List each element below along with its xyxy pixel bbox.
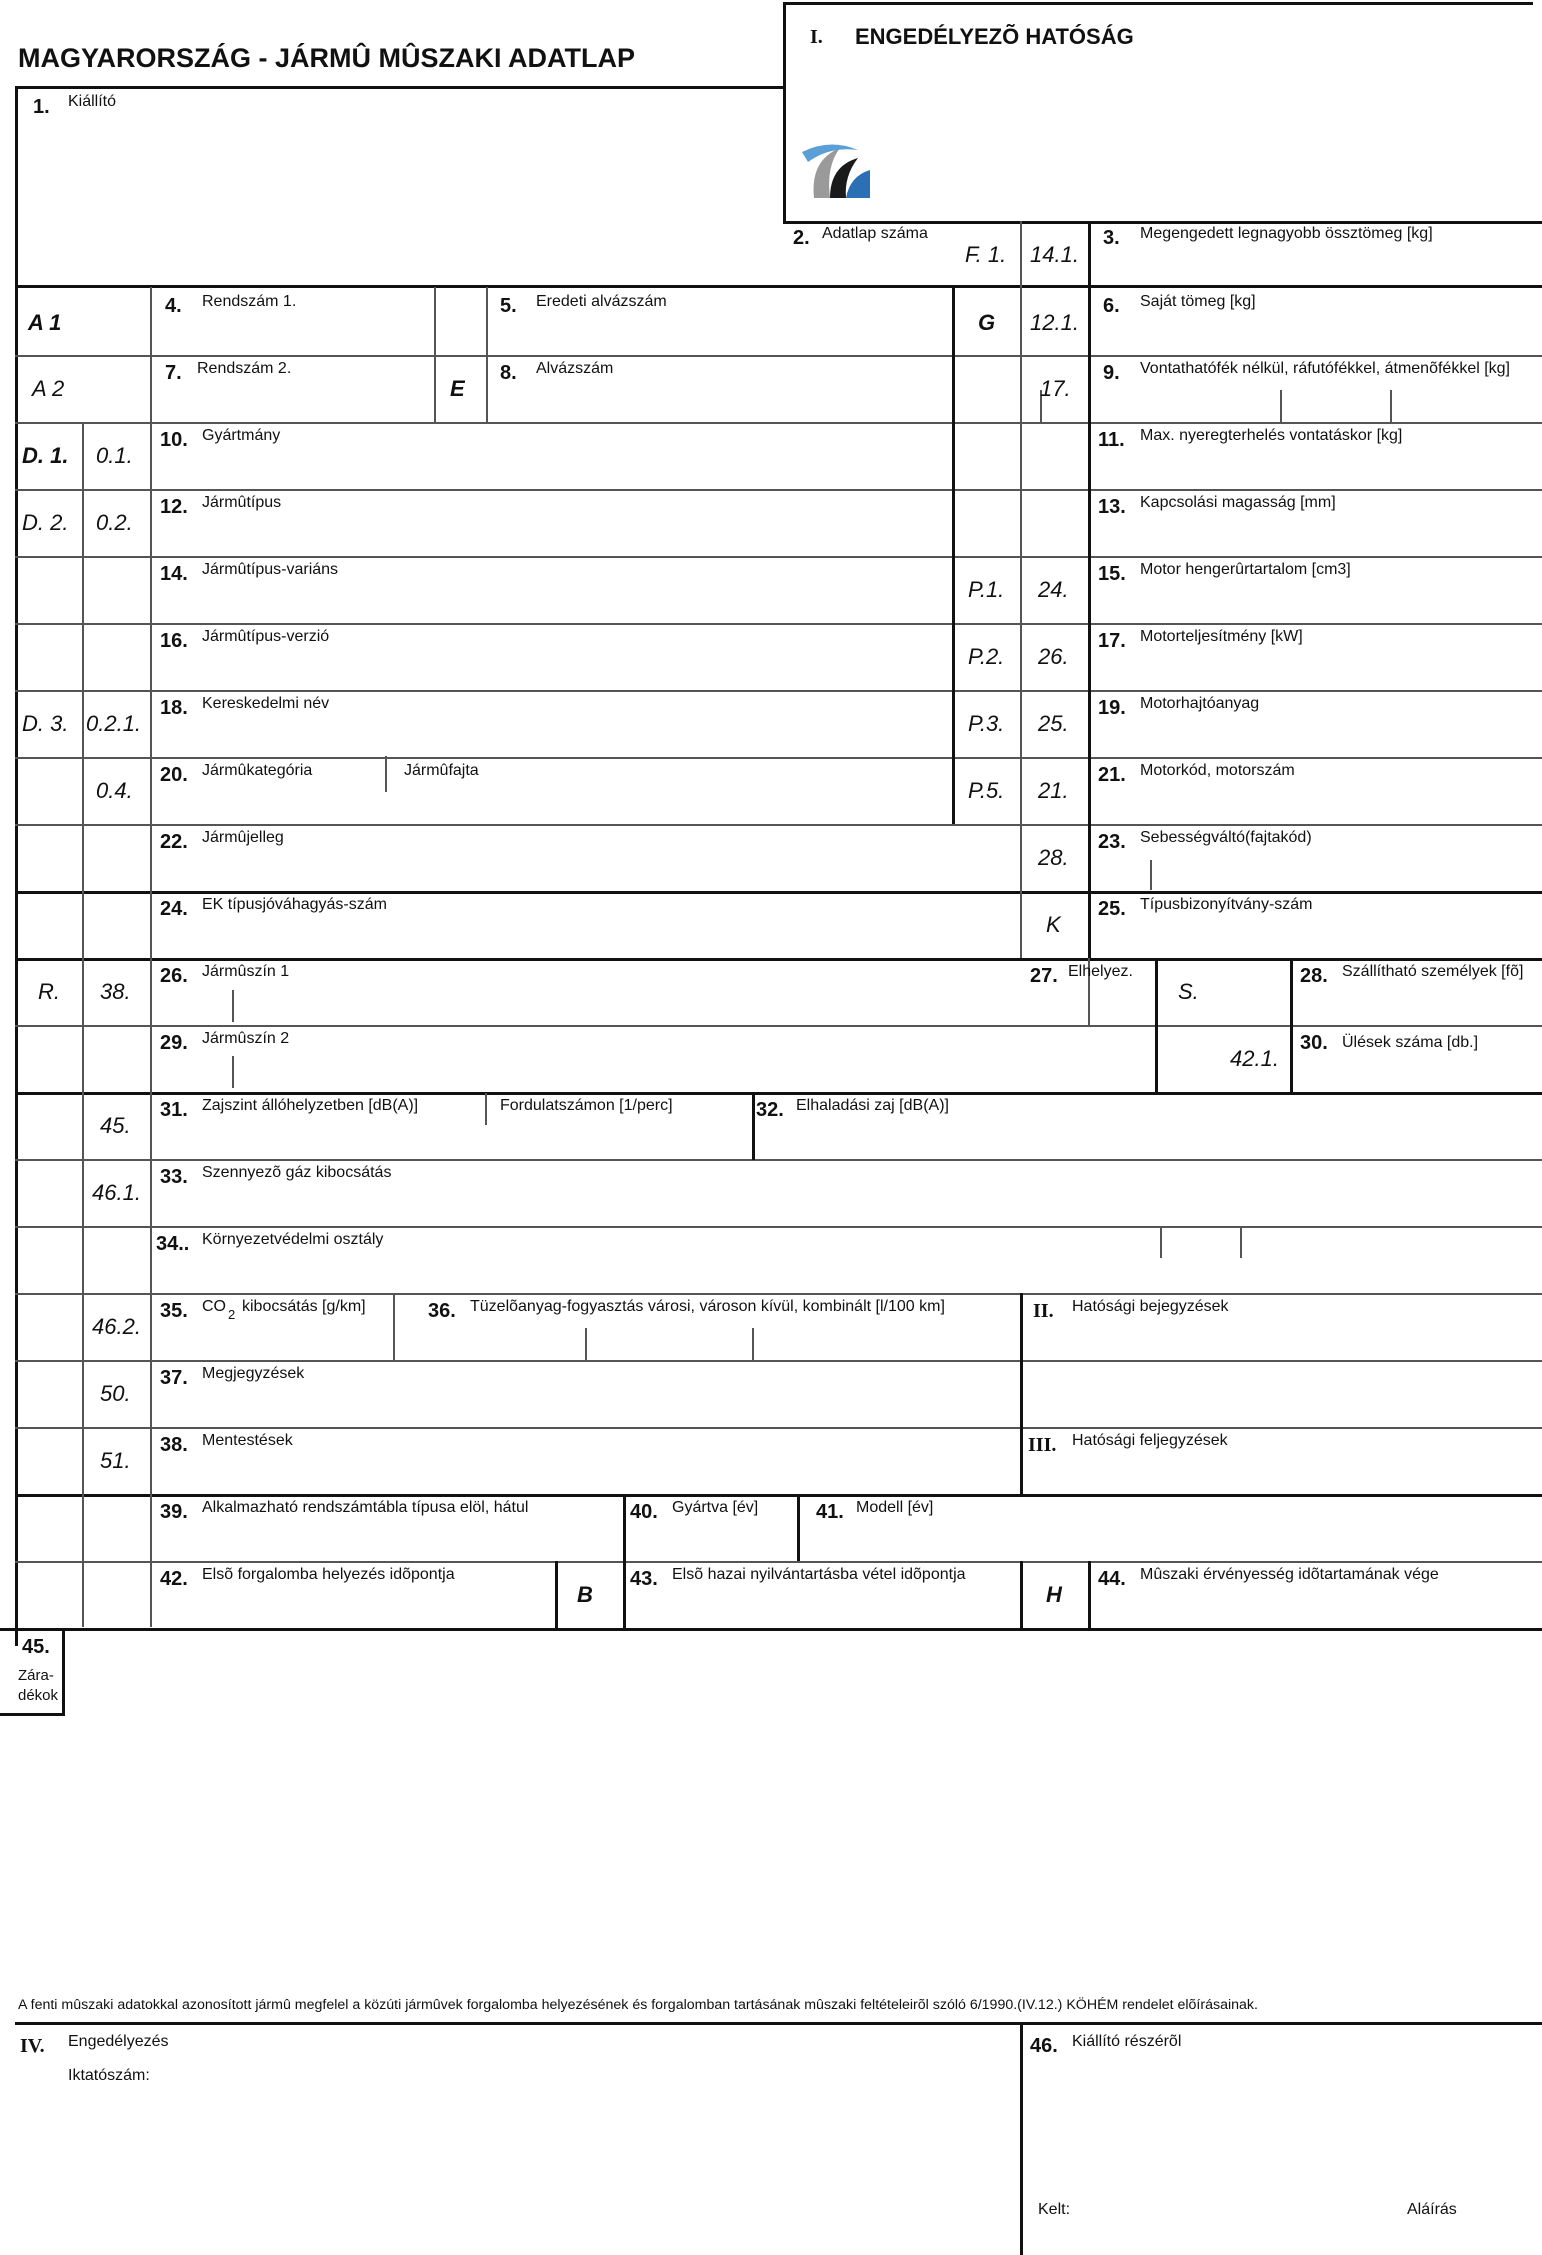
field-number: 42. (160, 1568, 188, 1590)
field-label: Kereskedelmi név (202, 695, 330, 712)
field-label: Sebességváltó(fajtakód) (1140, 829, 1312, 846)
code-38: 38. (100, 979, 131, 1004)
field-number: 37. (160, 1367, 188, 1389)
field-number: 2. (793, 227, 810, 249)
field-label: Kapcsolási magasság [mm] (1140, 494, 1336, 511)
field-label: Motorteljesítmény [kW] (1140, 628, 1303, 645)
code-26: 26. (1038, 644, 1069, 669)
field-number: 13. (1098, 496, 1126, 518)
code-17: 17. (1040, 376, 1071, 401)
field-label: Tüzelõanyag-fogyasztás városi, városon kívül, kombinált [l/100 km] (470, 1298, 945, 1315)
field-label: Mentestések (202, 1432, 293, 1449)
field-1-number: 1. (33, 96, 50, 118)
field-label: Zajszint állóhelyzetben [dB(A)] (202, 1097, 419, 1114)
field-number: 21. (1098, 764, 1126, 786)
field-number: 7. (165, 362, 182, 384)
field-label: Vontathatófék nélkül, ráfutófékkel, átmenõfékkel [kg] (1140, 360, 1510, 377)
field-number: 23. (1098, 831, 1126, 853)
code-d1: D. 1. (22, 443, 69, 468)
field-label: Elsõ forgalomba helyezés idõpontja (202, 1566, 455, 1583)
code-42-1: 42.1. (1230, 1046, 1279, 1071)
code-a2: A 2 (32, 376, 65, 401)
field-label: Típusbizonyítvány-szám (1140, 896, 1313, 913)
field-label: Jármûjelleg (202, 829, 284, 846)
code-50: 50. (100, 1381, 131, 1406)
field-label: Elhaladási zaj [dB(A)] (796, 1097, 949, 1114)
field-number: 6. (1103, 295, 1120, 317)
field-label: Alvázszám (536, 360, 614, 377)
field-label: Adatlap száma (822, 225, 928, 242)
field-number: 25. (1098, 898, 1126, 920)
code-e: E (450, 376, 465, 401)
field-number: 41. (816, 1501, 844, 1523)
field-number: 20. (160, 764, 188, 786)
code-14-1: 14.1. (1030, 242, 1079, 267)
field-number: 14. (160, 563, 188, 585)
field-label: Jármûtípus (202, 494, 282, 511)
code-k: K (1046, 912, 1061, 937)
field-number: 35. (160, 1300, 188, 1322)
field-label: Környezetvédelmi osztály (202, 1231, 384, 1248)
field-number: 38. (160, 1434, 188, 1456)
field-number: 34.. (156, 1233, 190, 1255)
field-number: 10. (160, 429, 188, 451)
code-21: 21. (1038, 778, 1069, 803)
field-label: Motorhajtóanyag (1140, 695, 1260, 712)
field-45-label-line2: dékok (18, 1687, 59, 1704)
field-number: 32. (756, 1099, 784, 1121)
authority-logo-icon (800, 140, 872, 206)
field-label: Elsõ hazai nyilvántartásba vétel idõpontja (672, 1566, 966, 1583)
field-number: 16. (160, 630, 188, 652)
section-II-label: Hatósági bejegyzések (1072, 1298, 1229, 1315)
field-label: Rendszám 1. (202, 293, 297, 310)
field-label: Gyártmány (202, 427, 281, 444)
field-number: 11. (1098, 429, 1125, 451)
code-25: 25. (1038, 711, 1069, 736)
code-p5: P.5. (968, 778, 1005, 803)
co2-subscript: 2 (228, 1307, 236, 1322)
field-45-number: 45. (22, 1636, 50, 1658)
field-label: Szállítható személyek [fõ] (1342, 963, 1524, 980)
field-number: 19. (1098, 697, 1126, 719)
field-number: 18. (160, 697, 188, 719)
code-p3: P.3. (968, 711, 1005, 736)
field-label: EK típusjóváhagyás-szám (202, 896, 387, 913)
field-number: 22. (160, 831, 188, 853)
code-p2: P.2. (968, 644, 1005, 669)
signature-label: Aláírás (1407, 2201, 1457, 2218)
code-h: H (1046, 1582, 1062, 1607)
field-number: 15. (1098, 563, 1126, 585)
co2-symbol: CO (202, 1298, 226, 1315)
field-number: 26. (160, 965, 188, 987)
field-number: 43. (630, 1568, 658, 1590)
code-0-4: 0.4. (96, 778, 133, 803)
field-number: 12. (160, 496, 188, 518)
section-I-number: I. (810, 26, 823, 48)
iktatoszam-label: Iktatószám: (68, 2067, 150, 2084)
field-number: 5. (500, 295, 517, 317)
code-b: B (577, 1582, 593, 1607)
field-label: kibocsátás [g/km] (242, 1298, 366, 1315)
section-II-number: II. (1033, 1300, 1054, 1322)
code-12-1: 12.1. (1030, 310, 1079, 335)
field-number: 28. (1300, 965, 1328, 987)
field-number: 30. (1300, 1032, 1328, 1054)
field-label: Fordulatszámon [1/perc] (500, 1097, 673, 1114)
field-46-label: Kiállító részérõl (1072, 2033, 1182, 2050)
code-p1: P.1. (968, 577, 1005, 602)
code-f1: F. 1. (965, 242, 1007, 267)
field-label: Megjegyzések (202, 1365, 305, 1382)
field-45-label-line1: Zára- (18, 1667, 54, 1684)
code-28: 28. (1038, 845, 1069, 870)
code-0-2-1: 0.2.1. (86, 711, 142, 736)
code-a1: A 1 (28, 310, 62, 335)
section-I-label: ENGEDÉLYEZÕ HATÓSÁG (855, 24, 1134, 49)
code-d2: D. 2. (22, 510, 69, 535)
page-title: MAGYARORSZÁG - JÁRMÛ MÛSZAKI ADATLAP (18, 43, 635, 73)
field-label: Elhelyez. (1068, 963, 1133, 980)
field-label: Jármûkategória (202, 762, 313, 779)
field-1-label: Kiállító (68, 93, 117, 110)
section-III-number: III. (1028, 1434, 1057, 1456)
field-number: 9. (1103, 362, 1120, 384)
field-number: 40. (630, 1501, 658, 1523)
code-r: R. (38, 979, 60, 1004)
section-III-label: Hatósági feljegyzések (1072, 1432, 1228, 1449)
field-label: Jármûfajta (404, 762, 479, 779)
field-number: 4. (165, 295, 182, 317)
code-g: G (978, 310, 996, 335)
field-number: 17. (1098, 630, 1126, 652)
field-label: Szennyezõ gáz kibocsátás (202, 1164, 392, 1181)
field-number: 29. (160, 1032, 188, 1054)
field-label: Ülések száma [db.] (1342, 1034, 1479, 1051)
field-number: 31. (160, 1099, 188, 1121)
field-number: 44. (1098, 1568, 1126, 1590)
section-IV-number: IV. (20, 2035, 45, 2057)
section-IV-label: Engedélyezés (68, 2033, 169, 2050)
code-24: 24. (1038, 577, 1069, 602)
field-46-number: 46. (1030, 2035, 1058, 2057)
field-number: 8. (500, 362, 517, 384)
field-label: Megengedett legnagyobb össztömeg [kg] (1140, 225, 1433, 242)
field-number: 39. (160, 1501, 188, 1523)
code-46-1: 46.1. (92, 1180, 141, 1205)
field-number: 33. (160, 1166, 188, 1188)
field-label: Max. nyeregterhelés vontatáskor [kg] (1140, 427, 1403, 444)
field-label: Mûszaki érvényesség idõtartamának vége (1140, 1566, 1439, 1583)
field-number: 27. (1030, 965, 1058, 987)
field-label: Eredeti alvázszám (536, 293, 667, 310)
field-number: 36. (428, 1300, 456, 1322)
field-label: Motor hengerûrtartalom [cm3] (1140, 561, 1351, 578)
field-label: Rendszám 2. (197, 360, 292, 377)
code-45: 45. (100, 1113, 131, 1138)
field-number: 24. (160, 898, 188, 920)
field-label: Motorkód, motorszám (1140, 762, 1295, 779)
code-51: 51. (100, 1448, 131, 1473)
field-label: Alkalmazható rendszámtábla típusa elöl, hátul (202, 1499, 529, 1516)
code-46-2: 46.2. (92, 1314, 141, 1339)
code-0-2: 0.2. (96, 510, 133, 535)
code-d3: D. 3. (22, 711, 69, 736)
field-label: Saját tömeg [kg] (1140, 293, 1256, 310)
compliance-statement: A fenti mûszaki adatokkal azonosított jármû megfelel a közúti jármûvek forgalomba helyezésének és forgalomban tartásának mûszaki feltételeirõl szóló 6/1990.(IV.12.) KÖHÉM rendelet elõírásainak. (18, 1997, 1258, 2013)
field-label: Modell [év] (856, 1499, 934, 1516)
kelt-label: Kelt: (1038, 2201, 1071, 2218)
field-label: Jármûszín 2 (202, 1030, 290, 1047)
code-s: S. (1178, 979, 1199, 1004)
field-label: Jármûtípus-variáns (202, 561, 339, 578)
code-0-1: 0.1. (96, 443, 133, 468)
field-label: Jármûtípus-verzió (202, 628, 330, 645)
field-label: Gyártva [év] (672, 1499, 759, 1516)
field-number: 3. (1103, 227, 1120, 249)
field-label: Jármûszín 1 (202, 963, 290, 980)
